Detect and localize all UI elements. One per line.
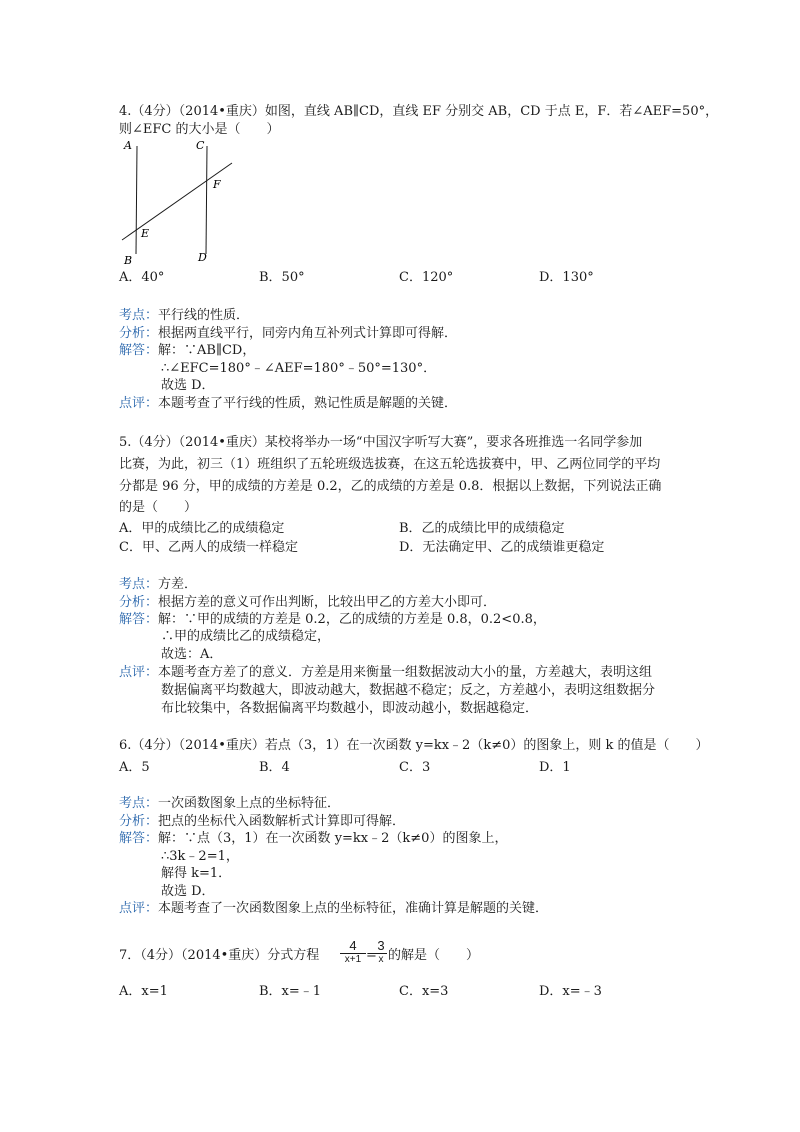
q5-option-a: A．甲的成绩比乙的成绩稳定	[119, 521, 285, 536]
q6-kaodian: 考点：一次函数图象上点的坐标特征．	[119, 796, 341, 811]
label-c: C	[196, 139, 205, 152]
q7-fraction-1	[340, 939, 366, 966]
q5-fenxi: 分析：根据方差的意义可作出判断，比较出甲乙的方差大小即可．	[119, 595, 497, 610]
q4-jieda: 解答：解：∵AB∥CD，	[119, 343, 256, 358]
q6-stem: 6.（4分）（2014•重庆）若点（3，1）在一次函数 y=kx﹣2（k≠0）的图象上，则 k 的值是（ ）	[119, 738, 709, 753]
q4-option-d: D．130°	[539, 270, 594, 285]
q6-option-d: D．1	[539, 760, 571, 775]
q4-jieda-line2: ∴∠EFC=180°﹣∠AEF=180°﹣50°=130°．	[161, 361, 437, 376]
q6-jieda: 解答：解：∵点（3，1）在一次函数 y=kx﹣2（k≠0）的图象上，	[119, 831, 508, 846]
q4-stem-line2: 则∠EFC 的大小是（ ）	[119, 122, 280, 137]
q7-fraction-1-denominator: x+1	[344, 954, 362, 965]
q7-option-d: D．x=﹣3	[539, 984, 602, 999]
q6-fenxi: 分析：把点的坐标代入函数解析式计算即可得解．	[119, 814, 406, 829]
jieda-label: 解答：	[119, 831, 159, 846]
kaodian-label: 考点：	[119, 308, 159, 323]
q4-fenxi: 分析：根据两直线平行，同旁内角互补列式计算即可得解．	[119, 326, 458, 341]
q5-option-b: B．乙的成绩比甲的成绩稳定	[399, 521, 565, 536]
q7-stem-prefix: 7．（4分）（2014•重庆）分式方程	[119, 948, 320, 963]
jieda-label: 解答：	[119, 343, 159, 358]
q5-dianping-line2: 数据偏离平均数越大，即波动越大，数据越不稳定；反之，方差越小，表明这组数据分	[161, 683, 656, 698]
q7-fraction-2-numerator: 3	[377, 938, 385, 953]
parallel-lines-figure	[110, 136, 250, 268]
q7-option-c: C．x=3	[399, 984, 449, 999]
q4-dianping: 点评：本题考查了平行线的性质，熟记性质是解题的关键．	[119, 396, 458, 411]
q6-dianping: 点评：本题考查了一次函数图象上点的坐标特征，准确计算是解题的关键．	[119, 901, 549, 916]
label-d: D	[198, 251, 207, 264]
q7-option-a: A．x=1	[119, 984, 168, 999]
q7-stem-suffix: 的解是（ ）	[388, 948, 480, 963]
q4-jieda-line3: 故选 D．	[161, 378, 215, 393]
q4-option-b: B．50°	[259, 270, 305, 285]
q5-dianping: 点评：本题考查方差了的意义．方差是用来衡量一组数据波动大小的量，方差越大，表明这组	[119, 665, 653, 680]
line-cd	[206, 146, 207, 254]
q5-stem-line4: 的是（ ）	[119, 500, 198, 515]
q4-stem-line1: 4.（4分）（2014•重庆）如图，直线 AB∥CD，直线 EF 分别交 AB，CD 于点 E，F．若∠AEF=50°，	[119, 104, 719, 119]
fenxi-label: 分析：	[119, 326, 159, 341]
q6-option-c: C．3	[399, 760, 431, 775]
q7-equals-sign: =	[366, 948, 377, 963]
kaodian-label: 考点：	[119, 796, 159, 811]
q5-dianping-line3: 布比较集中，各数据偏离平均数越小，即波动越小，数据越稳定．	[161, 701, 539, 716]
q7-fraction-2	[375, 939, 387, 966]
q5-kaodian: 考点：方差．	[119, 577, 198, 592]
jieda-label: 解答：	[119, 612, 159, 627]
q7-fraction-2-denominator: x	[378, 954, 384, 965]
fenxi-label: 分析：	[119, 814, 159, 829]
line-ef	[122, 163, 232, 240]
q7-option-b: B．x=﹣1	[259, 984, 322, 999]
q4-kaodian: 考点：平行线的性质．	[119, 308, 250, 323]
label-b: B	[124, 254, 133, 267]
q5-option-c: C．甲、乙两人的成绩一样稳定	[119, 540, 298, 555]
q5-jieda: 解答：解：∵甲的成绩的方差是 0.2，乙的成绩的方差是 0.8，0.2<0.8，	[119, 612, 546, 627]
q5-stem-line2: 比赛，为此，初三（1）班组织了五轮班级选拔赛，在这五轮选拔赛中，甲、乙两位同学的平均	[119, 457, 661, 472]
q6-jieda-line4: 故选 D．	[161, 884, 215, 899]
q4-option-c: C．120°	[399, 270, 454, 285]
q6-jieda-line2: ∴3k﹣2=1，	[161, 849, 239, 864]
q6-jieda-line3: 解得 k=1．	[161, 866, 232, 881]
dianping-label: 点评：	[119, 665, 159, 680]
label-e: E	[141, 227, 150, 240]
label-a: A	[124, 139, 132, 152]
q6-option-b: B．4	[259, 760, 290, 775]
line-ab	[136, 146, 137, 254]
label-f: F	[213, 178, 221, 191]
dianping-label: 点评：	[119, 901, 159, 916]
q5-stem-line3: 分都是 96 分，甲的成绩的方差是 0.2，乙的成绩的方差是 0.8．根据以上数据，下列说法正确	[119, 479, 662, 494]
q5-jieda-line2: ∴甲的成绩比乙的成绩稳定，	[161, 629, 331, 644]
q7-fraction-1-numerator: 4	[349, 938, 357, 953]
kaodian-label: 考点：	[119, 577, 159, 592]
q5-stem-line1: 5.（4分）（2014•重庆）某校将举办一场“中国汉字听写大赛”，要求各班推选一名同学参加	[119, 435, 643, 450]
q5-jieda-line3: 故选：A．	[161, 647, 223, 662]
q4-option-a: A．40°	[119, 270, 165, 285]
q5-option-d: D．无法确定甲、乙的成绩谁更稳定	[399, 540, 605, 555]
q6-option-a: A．5	[119, 760, 150, 775]
fenxi-label: 分析：	[119, 595, 159, 610]
dianping-label: 点评：	[119, 396, 159, 411]
